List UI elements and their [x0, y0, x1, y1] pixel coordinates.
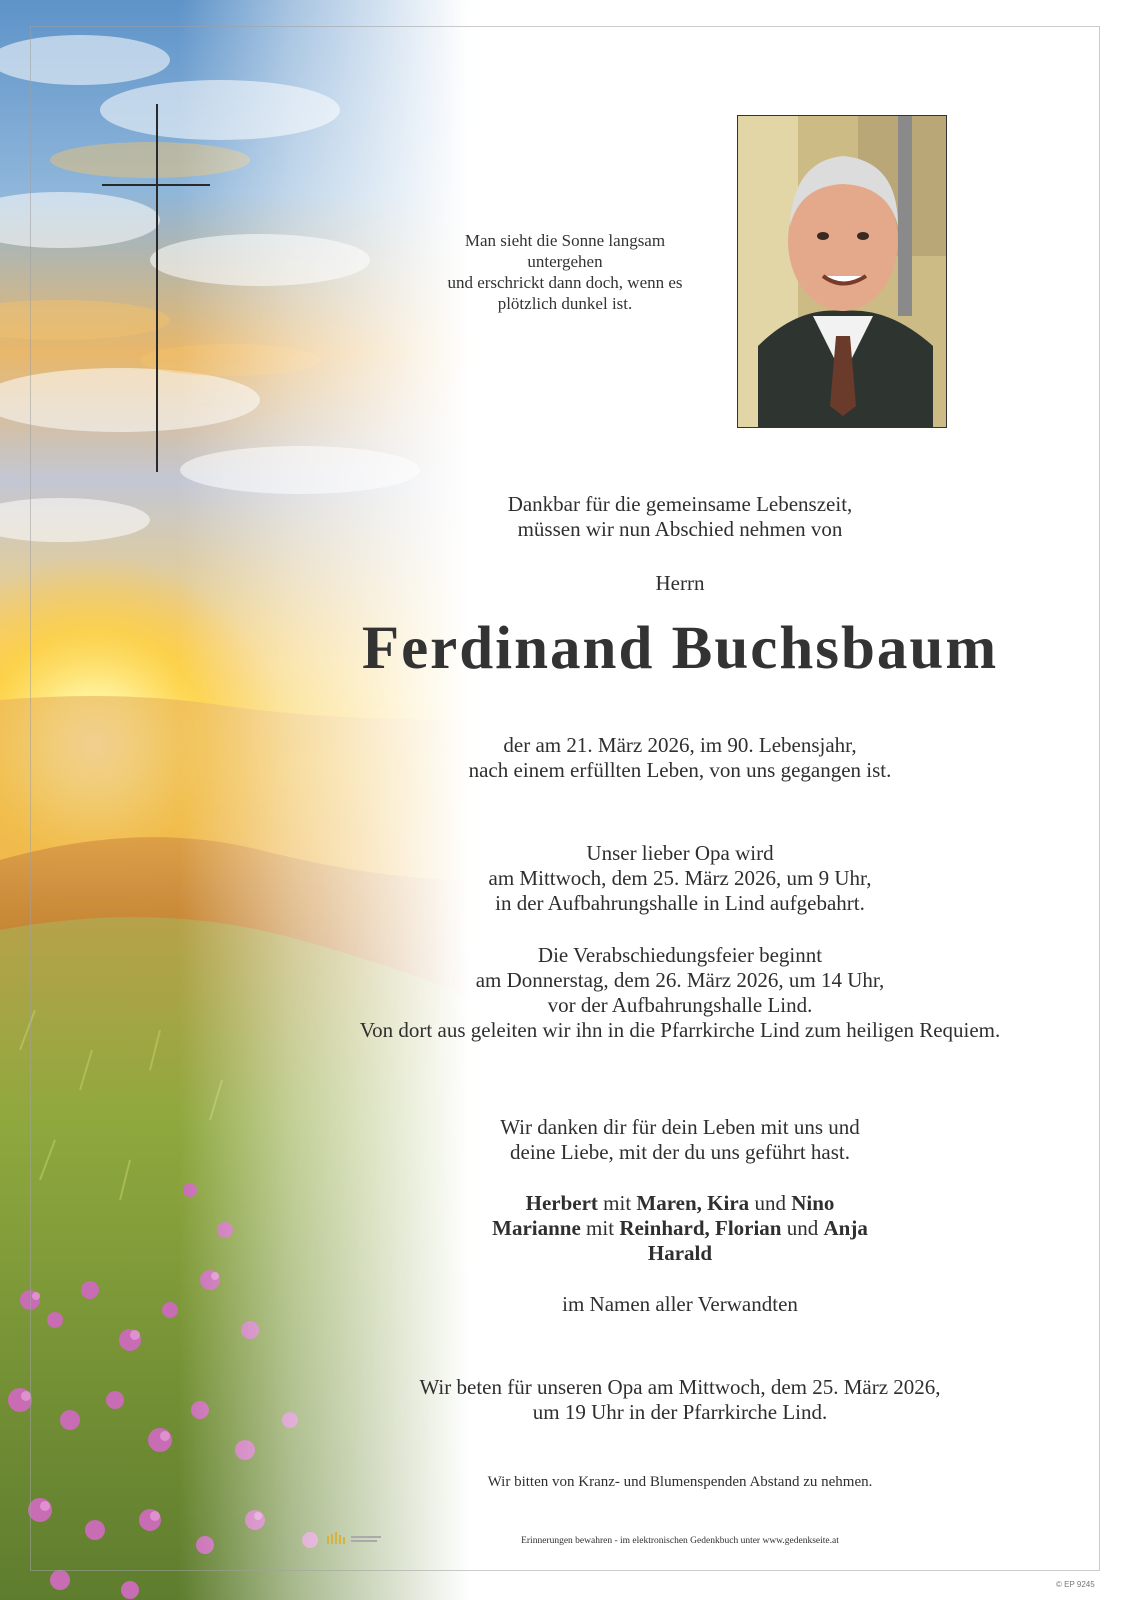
- family-name: Harald: [647, 1241, 713, 1265]
- passing-text: [260, 733, 1100, 783]
- viewing-line: in der Aufbahrungshalle in Lind aufgebahrt.: [495, 891, 865, 915]
- prayer-text: [260, 1375, 1100, 1425]
- gedenkbuch-line: Erinnerungen bewahren - im elektronischen Gedenkbuch unter www.gedenkseite.at: [521, 1536, 839, 1546]
- ceremony-text: [260, 943, 1100, 1043]
- memorial-quote: [410, 230, 720, 314]
- landscape-illustration: [0, 0, 470, 1600]
- family-name: Reinhard, Florian: [619, 1216, 782, 1240]
- family-connector: mit: [603, 1191, 632, 1215]
- passing-line: nach einem erfüllten Leben, von uns gegangen ist.: [468, 758, 892, 782]
- viewing-line: Unser lieber Opa wird: [586, 841, 774, 865]
- ceremony-line: am Donnerstag, dem 26. März 2026, um 14 Uhr,: [475, 968, 885, 992]
- family-name: Maren, Kira: [636, 1191, 750, 1215]
- ceremony-line: Die Verabschiedungsfeier beginnt: [537, 943, 823, 967]
- donation-request: [260, 1473, 1100, 1491]
- intro-line: müssen wir nun Abschied nehmen von: [517, 517, 843, 541]
- thanks-text: [260, 1115, 1100, 1165]
- quote-line: untergehen: [527, 252, 603, 271]
- family-row: [260, 1191, 1100, 1216]
- quote-line: plötzlich dunkel ist.: [497, 294, 633, 313]
- family-name: Anja: [823, 1216, 868, 1240]
- family-name: Nino: [791, 1191, 835, 1215]
- thanks-line: deine Liebe, mit der du uns geführt hast.: [510, 1140, 850, 1164]
- ceremony-line: vor der Aufbahrungshalle Lind.: [547, 993, 813, 1017]
- background-landscape: [0, 0, 470, 1600]
- family-row: [260, 1216, 1100, 1241]
- ceremony-line: Von dort aus geleiten wir ihn in die Pfarrkirche Lind zum heiligen Requiem.: [359, 1018, 1001, 1042]
- document-code: © EP 9245: [1056, 1580, 1095, 1589]
- family-connector: und: [786, 1216, 819, 1240]
- salutation-text: Herrn: [655, 571, 705, 595]
- quote-line: Man sieht die Sonne langsam: [464, 231, 666, 250]
- family-name: Marianne: [492, 1216, 581, 1240]
- family-closing: [260, 1292, 1100, 1317]
- intro-text: [260, 492, 1100, 542]
- family-row: [260, 1241, 1100, 1266]
- footer-gedenkbuch: [260, 1535, 1100, 1547]
- family-connector: und: [754, 1191, 786, 1215]
- salutation: [260, 571, 1100, 596]
- family-connector: mit: [586, 1216, 615, 1240]
- family-list: [260, 1191, 1100, 1266]
- prayer-line: Wir beten für unseren Opa am Mittwoch, dem 25. März 2026,: [419, 1375, 941, 1399]
- viewing-text: [260, 841, 1100, 916]
- cross-vertical-bar: [156, 104, 158, 472]
- family-name: Herbert: [525, 1191, 598, 1215]
- intro-line: Dankbar für die gemeinsame Lebenszeit,: [507, 492, 853, 516]
- viewing-line: am Mittwoch, dem 25. März 2026, um 9 Uhr,: [488, 866, 872, 890]
- deceased-name: Ferdinand Buchsbaum: [361, 615, 999, 682]
- cross-horizontal-bar: [102, 184, 210, 186]
- request-line: Wir bitten von Kranz- und Blumenspenden Abstand zu nehmen.: [487, 1474, 873, 1490]
- closing-line: im Namen aller Verwandten: [562, 1292, 798, 1316]
- thanks-line: Wir danken dir für dein Leben mit uns und: [500, 1115, 860, 1139]
- portrait-photo: [737, 115, 947, 428]
- passing-line: der am 21. März 2026, im 90. Lebensjahr,: [503, 733, 857, 757]
- quote-line: und erschrickt dann doch, wenn es: [447, 273, 683, 292]
- prayer-line: um 19 Uhr in der Pfarrkirche Lind.: [532, 1400, 828, 1424]
